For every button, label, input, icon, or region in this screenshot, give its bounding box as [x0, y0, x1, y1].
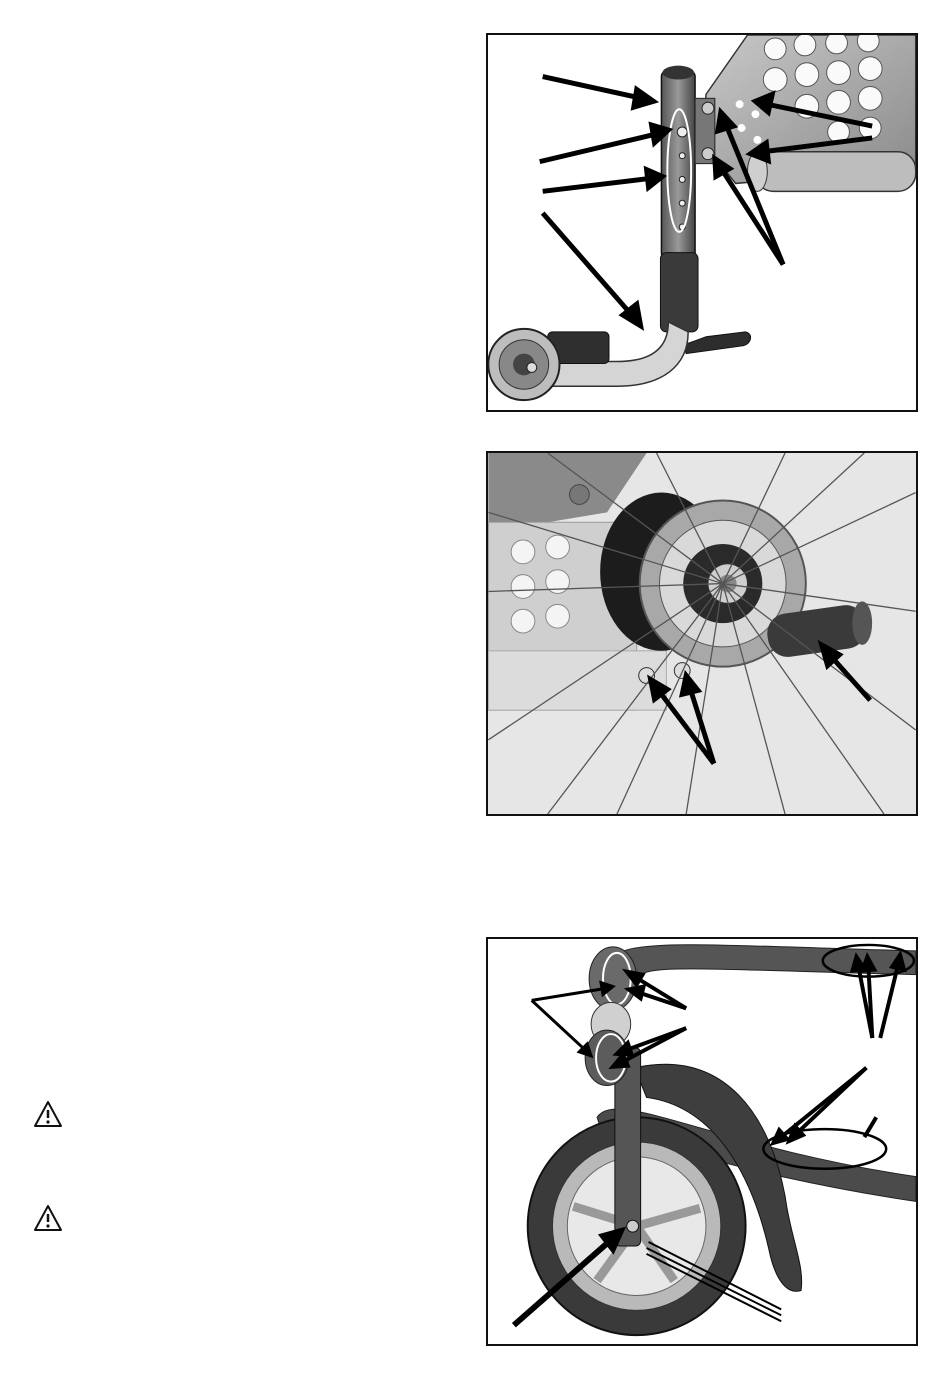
figure-front-frame-caster — [486, 937, 918, 1346]
rear-wheel-hub-illustration — [488, 453, 916, 814]
warning-triangle-icon — [33, 1100, 63, 1128]
figure-rear-wheel-hub — [486, 451, 918, 816]
caster-assembly-illustration — [488, 35, 916, 410]
figure-caster-assembly — [486, 33, 918, 412]
front-frame-caster-illustration — [488, 939, 916, 1344]
warning-triangle-icon — [33, 1204, 63, 1232]
